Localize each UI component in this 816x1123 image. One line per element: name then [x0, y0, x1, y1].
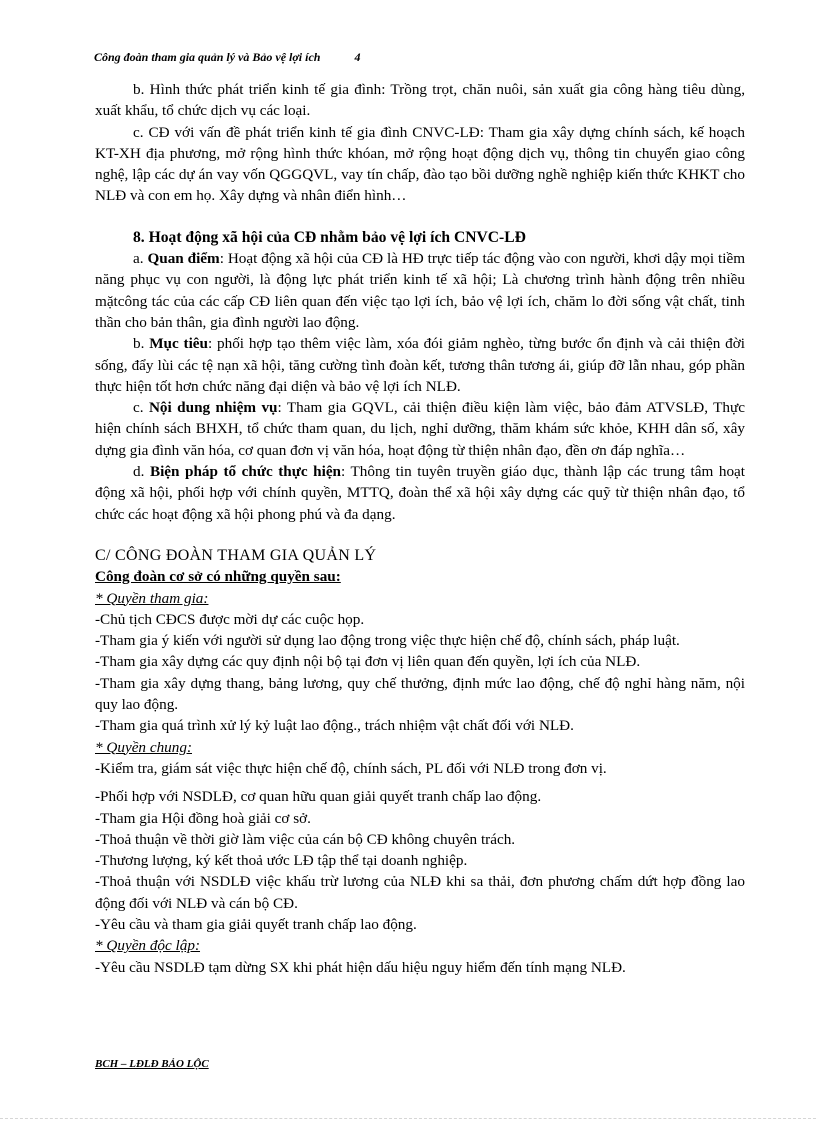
section-8-heading: 8. Hoạt động xã hội của CĐ nhằm bảo vệ lợi ích CNVC-LĐ: [133, 228, 526, 246]
list-item: -Chủ tịch CĐCS được mời dự các cuộc họp.: [95, 610, 365, 628]
paragraph-8d-text: : Thông tin tuyên truyền giáo dục, thành lập các trung tâm hoạt động xã hội, phối hợp với chính quyền, MTTQ, đoàn thể xã hội xây dựng các quỹ từ thiện nhân đạo, tổ chức các hoạt động xã hội phong phú và đa dạng.: [95, 463, 746, 523]
group-title-quyen-doc-lap: * Quyền độc lập:: [95, 937, 201, 955]
section-c-heading: C/ CÔNG ĐOÀN THAM GIA QUẢN LÝ: [95, 546, 377, 564]
document-body: [95, 79, 745, 978]
term-quan-diem: Quan điểm: [147, 250, 220, 268]
paragraph-8b: [95, 333, 745, 397]
list-item: -Yêu cầu NSDLĐ tạm dừng SX khi phát hiện dấu hiệu nguy hiểm đến tính mạng NLĐ.: [95, 958, 626, 976]
list-item: -Thoả thuận về thời giờ làm việc của cán bộ CĐ không chuyên trách.: [95, 830, 516, 848]
list-item: -Kiểm tra, giám sát việc thực hiện chế độ, chính sách, PL đối với NLĐ trong đơn vị.: [95, 759, 607, 777]
header-title: Công đoàn tham gia quản lý và Bảo vệ lợi ích: [94, 50, 321, 64]
paragraph-8c-text: : Tham gia GQVL, cải thiện điều kiện làm việc, bảo đảm ATVSLĐ, Thực hiện chính sách BHXH, tổ chức tham quan, du lịch, nghỉ dưỡng, thăm khám sức khỏe, KHH dân số, xây dựng gia đình văn hóa, cơ quan đơn vị văn hóa, hoạt động từ thiện nhân đạo, đền ơn đáp nghĩa…: [95, 399, 745, 459]
term-muc-tieu: Mục tiêu: [149, 335, 208, 353]
page-footer: BCH – LĐLĐ BẢO LỘC: [95, 1058, 209, 1070]
list-item: -Tham gia xây dựng thang, bảng lương, quy chế thưởng, định mức lao động, chế độ nghỉ hàng năm, nội quy lao động.: [95, 674, 745, 714]
page-edge-divider: [0, 1118, 816, 1119]
paragraph-8c: [95, 397, 745, 461]
item-marker: c.: [133, 399, 149, 417]
group-title-quyen-chung: * Quyền chung:: [95, 738, 192, 756]
item-marker: a.: [133, 250, 148, 268]
item-marker: b.: [133, 335, 150, 353]
list-item: -Phối hợp với NSDLĐ, cơ quan hữu quan giải quyết tranh chấp lao động.: [95, 788, 542, 806]
paragraph-8a: [95, 248, 745, 333]
paragraph-8b-text: : phối hợp tạo thêm việc làm, xóa đói giảm nghèo, từng bước ổn định và cải thiện đời sống, đẩy lùi các tệ nạn xã hội, tăng cường tình đoàn kết, tương thân tương ái, giúp đỡ lẫn nhau, góp phần thực hiện tốt hơn chức năng đại diện và bảo vệ lợi ích NLĐ.: [95, 335, 745, 395]
page-number: 4: [354, 50, 361, 64]
list-item: -Thương lượng, ký kết thoả ước LĐ tập thể tại doanh nghiệp.: [95, 852, 468, 870]
group-title-quyen-tham-gia: * Quyền tham gia:: [95, 589, 209, 607]
paragraph-7c: c. CĐ với vấn đề phát triển kinh tế gia đình CNVC-LĐ: Tham gia xây dựng chính sách, kế hoạch KT-XH địa phương, mở rộng hình thức khóan, mở rộng hoạt động dịch vụ, thông tin chuyển giao công nghệ, lập các dự án vay vốn QGGQVL, vay tín chấp, đào tạo bồi dưỡng nghề nghiệp kiến thức KHKT cho NLĐ và con em họ. Xây dựng và nhân điển hình…: [95, 123, 745, 205]
list-item: -Tham gia xây dựng các quy định nội bộ tại đơn vị liên quan đến quyền, lợi ích của NLĐ.: [95, 653, 641, 671]
item-marker: d.: [133, 463, 150, 481]
list-item: -Tham gia quá trình xử lý kỷ luật lao động., trách nhiệm vật chất đối với NLĐ.: [95, 717, 574, 735]
paragraph-8a-text: : Hoạt động xã hội của CĐ là HĐ trực tiếp tác động vào con người, khơi dậy mọi tiềm năng phục vụ con người, là động lực phát triển kinh tế xã hội; Là chương trình hành động trên nhiều mặtcông tác của các cấp CĐ liên quan đến việc tạo lợi ích, bảo vệ lợi ích, chăm lo đời sống vật chất, tinh thần cho bản thân, gia đình người lao động.: [95, 250, 746, 331]
term-bien-phap: Biện pháp tổ chức thực hiện: [149, 463, 342, 481]
running-header: [94, 50, 360, 65]
paragraph-7b: b. Hình thức phát triển kinh tế gia đình: Trồng trọt, chăn nuôi, sản xuất gia công hàng tiêu dùng, xuất khẩu, tổ chức dịch vụ các loại.: [95, 81, 745, 120]
list-item: -Tham gia ý kiến với người sử dụng lao động trong việc thực hiện chế độ, chính sách, pháp luật.: [95, 632, 680, 650]
section-c-subheading: Công đoàn cơ sở có những quyền sau:: [95, 568, 341, 586]
term-noi-dung: Nội dung nhiệm vụ: [148, 399, 278, 417]
list-item: -Thoả thuận với NSDLĐ việc khấu trừ lương của NLĐ khi sa thải, đơn phương chấm dứt hợp đồng lao động đối với NLĐ và cán bộ CĐ.: [95, 873, 745, 912]
paragraph-8d: [95, 461, 745, 525]
list-item: -Yêu cầu và tham gia giải quyết tranh chấp lao động.: [95, 915, 417, 933]
list-item: -Tham gia Hội đồng hoà giải cơ sở.: [95, 809, 311, 827]
